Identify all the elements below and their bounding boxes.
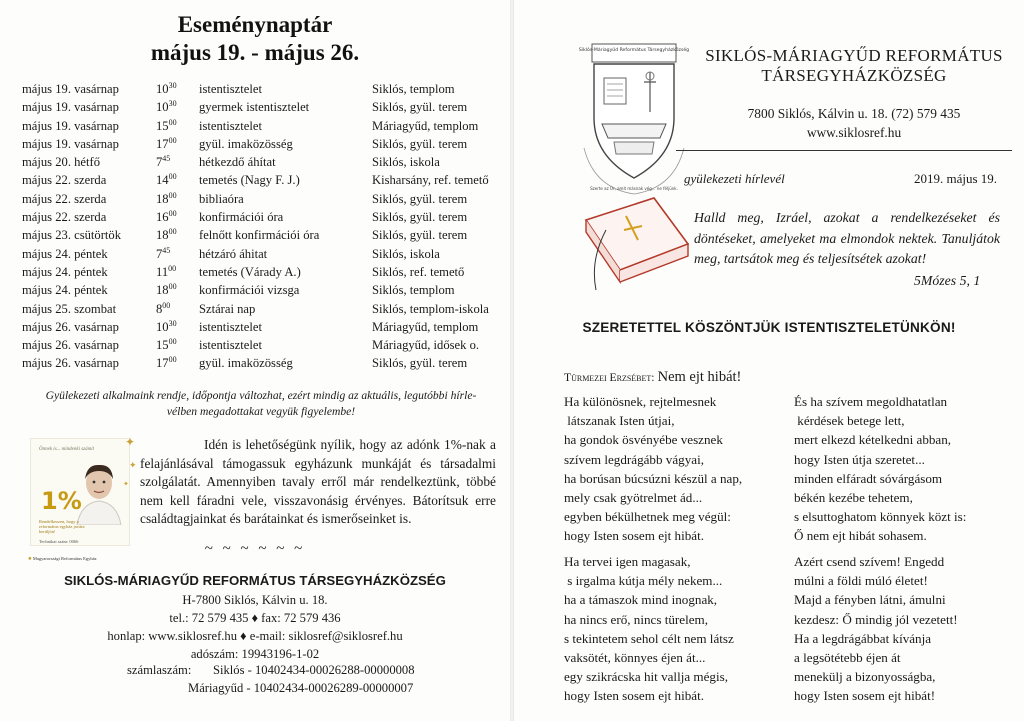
poem-line: s elsuttoghatom könnyek közt is: bbox=[794, 509, 967, 525]
event-row bbox=[22, 208, 492, 226]
event-name: temetés (Várady A.) bbox=[199, 264, 301, 279]
poem-author: Türmezei Erzsébet: bbox=[564, 371, 655, 384]
poem-line: szívem legdrágább vágyai, bbox=[564, 451, 704, 467]
event-name: hétzáró áhitat bbox=[199, 246, 268, 261]
event-time: $7^{45}$ bbox=[156, 154, 171, 170]
event-place: Máriagyűd, templom bbox=[372, 118, 479, 133]
event-name: temetés (Nagy F. J.) bbox=[199, 173, 300, 188]
event-date: május 19. vasárnap bbox=[22, 82, 119, 96]
footer-address: H-7800 Siklós, Kálvin u. 18. bbox=[182, 593, 328, 607]
poem-line: mely csak gyötrelmet ád... bbox=[564, 490, 703, 506]
event-time: $8^{00}$ bbox=[156, 300, 171, 316]
event-date: május 22. szerda bbox=[22, 173, 107, 188]
event-place: Siklós, gyül. terem bbox=[372, 210, 468, 225]
poem-line: Azért csend szívem! Engedd bbox=[794, 554, 945, 569]
event-time: $11^{00}$ bbox=[156, 263, 177, 279]
one-percent-text: Rendelkezzen, hogy a református egyház javára kerüljön! bbox=[39, 519, 85, 534]
footer-web: honlap: www.siklosref.hu ♦ e-mail: siklosref@siklosref.hu bbox=[107, 629, 403, 643]
poem-line: kérdések betege lett, bbox=[794, 413, 905, 429]
event-table bbox=[22, 80, 492, 373]
event-name: bibliaóra bbox=[199, 191, 244, 206]
separator: ~ ~ ~ ~ ~ ~ bbox=[204, 541, 306, 557]
org-website: www.siklosref.hu bbox=[806, 125, 902, 140]
event-row bbox=[22, 98, 492, 116]
poem-line: békén kezébe tehetem, bbox=[794, 490, 913, 506]
event-name: hétkezdő áhítat bbox=[199, 155, 276, 170]
event-name: istentisztelet bbox=[199, 82, 262, 96]
header-divider bbox=[676, 150, 1012, 151]
event-row bbox=[22, 135, 492, 153]
event-date: május 26. vasárnap bbox=[22, 356, 119, 371]
poem-line: Ha különösnek, rejtelmesnek bbox=[564, 394, 717, 409]
one-percent-card-top: Önnek is... mindenki számít bbox=[39, 447, 94, 452]
event-place: Siklós, gyül. terem bbox=[372, 191, 468, 206]
poem-line: Ha a legdrágábbat kívánja bbox=[794, 630, 932, 646]
poem-title bbox=[564, 369, 741, 386]
svg-text:✦: ✦ bbox=[129, 460, 137, 470]
event-name: gyül. imaközösség bbox=[199, 136, 293, 151]
event-time: $18^{00}$ bbox=[156, 227, 177, 243]
event-time: $17^{00}$ bbox=[156, 135, 177, 151]
bible-quote: Halld meg, Izráel, azokat a rendelkezéseket és döntéseket, amelyeket ma elmondok nektek. Tanuljátok meg, tartsátok meg és teljesítsétek azokat! bbox=[694, 210, 1000, 266]
event-name: konfirmációi óra bbox=[199, 210, 284, 225]
poem-stanza-4 bbox=[794, 552, 958, 706]
event-place: Kisharsány, ref. temető bbox=[372, 173, 489, 188]
newsletter-date: 2019. május 19. bbox=[914, 171, 998, 186]
event-place: Siklós, gyül. terem bbox=[372, 100, 468, 115]
crest-logo-icon bbox=[564, 38, 704, 198]
event-time: $10^{30}$ bbox=[156, 99, 177, 115]
account-siklos: Siklós - 10402434-00026288-00000008 bbox=[213, 663, 415, 677]
event-row bbox=[22, 171, 492, 189]
event-row bbox=[22, 281, 492, 299]
event-place: Siklós, iskola bbox=[372, 155, 440, 170]
org-name-line2: TÁRSEGYHÁZKÖZSÉG bbox=[761, 66, 947, 85]
one-percent-card bbox=[30, 438, 130, 546]
account-mariagyud: Máriagyűd - 10402434-00026289-00000007 bbox=[188, 681, 414, 695]
event-row bbox=[22, 226, 492, 244]
footer-tax: adószám: 19943196-1-02 bbox=[190, 647, 320, 661]
event-date: május 26. vasárnap bbox=[22, 319, 119, 334]
poem-line: ha nincs erő, nincs türelem, bbox=[564, 611, 708, 627]
event-date: május 19. vasárnap bbox=[22, 100, 119, 115]
left-page bbox=[0, 0, 510, 721]
event-name: gyül. imaközösség bbox=[199, 356, 293, 371]
poem-line: menekülj a bizonyosságba, bbox=[794, 669, 936, 685]
church-logo-icon: ✹ bbox=[28, 556, 32, 561]
event-time: $18^{00}$ bbox=[156, 190, 177, 206]
event-place: Siklós, iskola bbox=[372, 246, 440, 261]
poem-line: ha gondok ösvényébe vesznek bbox=[564, 432, 723, 448]
org-name-line1: SIKLÓS-MÁRIAGYŰD REFORMÁTUS bbox=[705, 46, 1003, 65]
event-time: $17^{00}$ bbox=[156, 355, 177, 371]
poem-line: egy szikrácska hit vallja mégis, bbox=[564, 669, 728, 685]
event-place: Siklós, templom bbox=[372, 283, 455, 298]
event-time: $14^{00}$ bbox=[156, 172, 177, 188]
poem-line: hogy Isten útja szeretet... bbox=[794, 451, 925, 467]
poem-line: múlni a földi múló életet! bbox=[794, 573, 928, 589]
poem-title-text: Nem ejt hibát! bbox=[657, 369, 742, 385]
event-time: $15^{00}$ bbox=[156, 117, 177, 133]
event-row bbox=[22, 318, 492, 336]
poem-line: ha borúsan búcsúzni készül a nap, bbox=[564, 470, 743, 486]
event-date: május 19. vasárnap bbox=[22, 118, 119, 133]
event-row bbox=[22, 80, 492, 98]
svg-text:✦: ✦ bbox=[123, 480, 129, 488]
poem-line: egyben békülhetnek meg végül: bbox=[564, 509, 731, 525]
crest-banner-text: Siklós-Máriagyűd Református Társegyházközség bbox=[578, 48, 690, 53]
tax-offer-paragraph: Idén is lehetőségünk nyílik, hogy az adónk 1%-nak a felajánlásával támogassuk egyházunk munkáját és társadalmi szolgálatát. Amennyiben tavaly erről már rendelkeztünk, többé nem kell fáradni vele, visszavonásig érvényes. Bátorítsuk erre családtagjainkat és barátainkat és ismerőseinket is. bbox=[140, 437, 496, 526]
event-name: istentisztelet bbox=[199, 338, 262, 353]
event-row bbox=[22, 190, 492, 208]
poem-line: Majd a fényben látni, ámulni bbox=[794, 592, 946, 608]
event-date: május 24. péntek bbox=[22, 283, 108, 298]
bible-icon bbox=[566, 190, 696, 300]
poem-line: hogy Isten sosem ejt hibát! bbox=[794, 688, 936, 704]
poem-stanza-2 bbox=[794, 392, 966, 546]
poem-line: hogy Isten sosem ejt hibát. bbox=[564, 528, 705, 544]
event-date: május 24. péntek bbox=[22, 246, 108, 261]
org-address: 7800 Siklós, Kálvin u. 18. (72) 579 435 bbox=[747, 106, 961, 121]
event-name: istentisztelet bbox=[199, 118, 262, 133]
event-name: felnőtt konfirmációi óra bbox=[199, 228, 320, 243]
event-row bbox=[22, 245, 492, 263]
poem-line: Ő nem ejt hibát sohasem. bbox=[794, 528, 927, 544]
poem-line: Ha tervei igen magasak, bbox=[564, 554, 691, 569]
event-name: Sztárai nap bbox=[199, 301, 256, 316]
event-row bbox=[22, 117, 492, 135]
poem-line: mert elkezd kételkedni abban, bbox=[794, 432, 952, 448]
event-place: Siklós, templom-iskola bbox=[372, 301, 489, 316]
poem-line: minden elfáradt sóvárgásom bbox=[794, 470, 943, 486]
event-date: május 25. szombat bbox=[22, 301, 117, 316]
poem-line: kezdesz: Ő mindig jól vezetett! bbox=[794, 611, 958, 627]
event-date: május 26. vasárnap bbox=[22, 338, 119, 353]
event-name: gyermek istentisztelet bbox=[199, 100, 310, 115]
event-row bbox=[22, 153, 492, 171]
event-date: május 23. csütörtök bbox=[22, 228, 121, 243]
event-time: $10^{30}$ bbox=[156, 318, 177, 334]
event-row bbox=[22, 354, 492, 372]
poem-line: ha a támaszok mind inognak, bbox=[564, 592, 718, 608]
event-time: $10^{30}$ bbox=[156, 81, 177, 96]
svg-text:✦: ✦ bbox=[125, 435, 136, 449]
event-date: május 19. vasárnap bbox=[22, 136, 119, 151]
calendar-note: Gyülekezeti alkalmaink rendje, időpontja változhat, ezért mindig az aktuális, legutóbbi hírle- vélben megadottakat vegyük figyelembe! bbox=[45, 389, 477, 418]
event-name: konfirmációi vizsga bbox=[199, 283, 300, 298]
sparkle-icon bbox=[121, 432, 141, 492]
poem-line: hogy Isten sosem ejt hibát. bbox=[564, 688, 705, 704]
event-place: Siklós, gyül. terem bbox=[372, 136, 468, 151]
crest-motto-text: Szerte az Úr, amit másnak vég... ne féljünk. bbox=[590, 186, 678, 191]
event-time: $15^{00}$ bbox=[156, 337, 177, 353]
bible-quote-reference: 5Mózes 5, 1 bbox=[914, 273, 981, 288]
poem-line: látszanak Isten útjai, bbox=[564, 413, 675, 429]
poem-stanza-1 bbox=[564, 392, 742, 546]
event-place: Máriagyűd, templom bbox=[372, 319, 479, 334]
poem-line: s tekintetem sehol célt nem látsz bbox=[564, 630, 734, 646]
event-time: $7^{45}$ bbox=[156, 245, 171, 261]
event-row bbox=[22, 336, 492, 354]
welcome-heading: SZERETETTEL KÖSZÖNTJÜK ISTENTISZTELETÜNKÖN! bbox=[582, 320, 956, 335]
event-place: Siklós, gyül. terem bbox=[372, 356, 468, 371]
event-row bbox=[22, 300, 492, 318]
event-time: $18^{00}$ bbox=[156, 282, 177, 298]
poem-line: a legsötétebb éjen át bbox=[794, 650, 901, 666]
newsletter-label: gyülekezeti hírlevél bbox=[684, 171, 785, 186]
technical-number: Technikai szám: 0066 bbox=[39, 539, 79, 544]
event-date: május 22. szerda bbox=[22, 191, 107, 206]
poem-line: vaksötét, könnyes éjen át... bbox=[564, 650, 706, 666]
event-place: Máriagyűd, idősek o. bbox=[372, 338, 480, 353]
one-percent-footer: ✹ Magyarországi Református Egyház bbox=[28, 556, 97, 561]
event-time: $16^{00}$ bbox=[156, 209, 177, 225]
account-label: számlaszám: bbox=[127, 663, 192, 677]
event-date: május 22. szerda bbox=[22, 210, 107, 225]
right-page bbox=[514, 0, 1024, 721]
event-name: istentisztelet bbox=[199, 319, 262, 334]
one-percent-number: 1% bbox=[41, 487, 82, 515]
poem-stanza-3 bbox=[564, 552, 734, 706]
event-place: Siklós, ref. temető bbox=[372, 264, 465, 279]
calendar-title: Eseménynaptár bbox=[177, 12, 333, 37]
event-date: május 20. hétfő bbox=[22, 155, 100, 170]
footer-org-name: SIKLÓS-MÁRIAGYŰD REFORMÁTUS TÁRSEGYHÁZKÖZSÉG bbox=[64, 573, 446, 588]
poem-line: És ha szívem megoldhatatlan bbox=[794, 394, 948, 409]
event-row bbox=[22, 263, 492, 281]
event-place: Siklós, templom bbox=[372, 82, 455, 96]
poem-line: s irgalma kútja mély nekem... bbox=[564, 573, 723, 589]
calendar-date-range: május 19. - május 26. bbox=[150, 40, 360, 65]
event-date: május 24. péntek bbox=[22, 264, 108, 279]
event-place: Siklós, gyül. terem bbox=[372, 228, 468, 243]
footer-phone: tel.: 72 579 435 ♦ fax: 72 579 436 bbox=[169, 611, 341, 625]
